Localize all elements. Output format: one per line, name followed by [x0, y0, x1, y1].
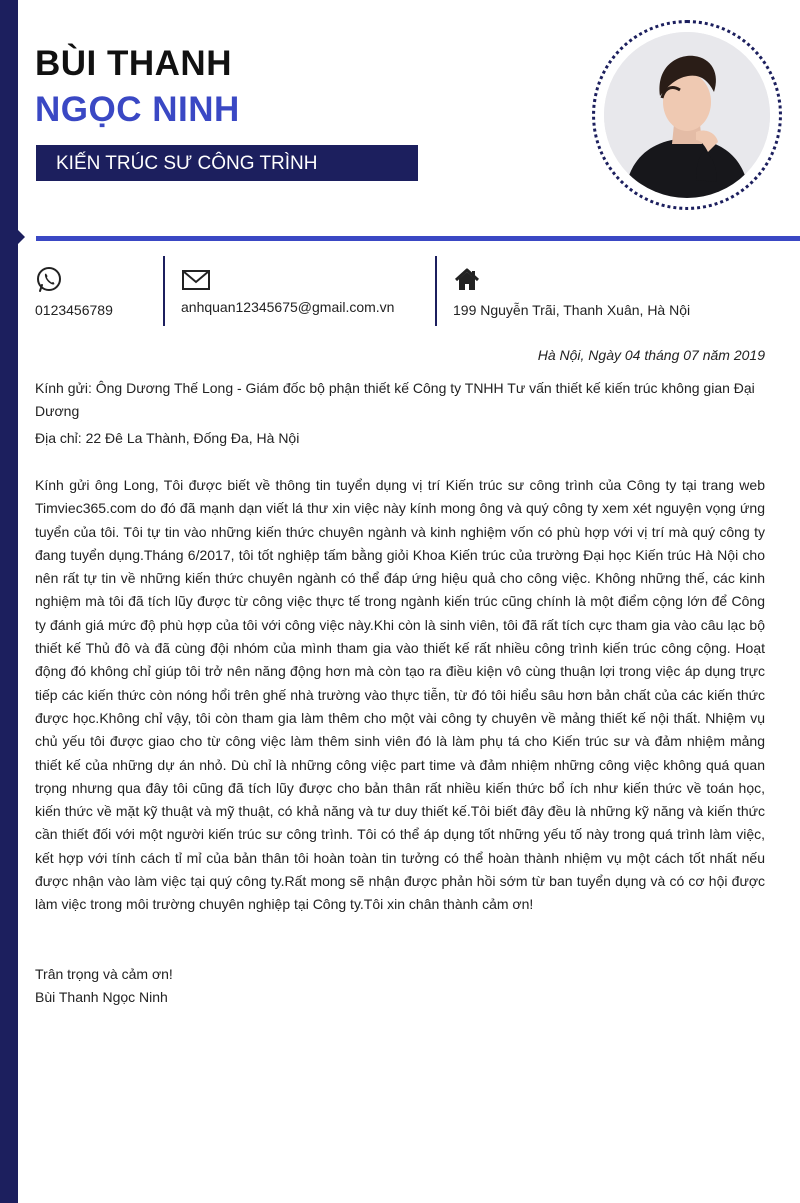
name-line-2: NGỌC NINH — [35, 90, 240, 129]
phone-number: 0123456789 — [35, 302, 113, 318]
envelope-icon — [181, 266, 211, 294]
letter-recipient: Kính gửi: Ông Dương Thế Long - Giám đốc bộ phận thiết kế Công ty TNHH Tư vấn thiết kế kiến trúc không gian Đại Dương — [35, 380, 755, 420]
letter-signature: Bùi Thanh Ngọc Ninh — [35, 989, 168, 1005]
contact-divider-2 — [435, 256, 437, 326]
left-accent-bar — [0, 0, 18, 1203]
home-address: 199 Nguyễn Trãi, Thanh Xuân, Hà Nội — [453, 302, 691, 318]
home-icon — [453, 266, 481, 294]
name-line-1: BÙI THANH — [35, 44, 232, 83]
letter-date: Hà Nội, Ngày 04 tháng 07 năm 2019 — [537, 347, 765, 363]
left-bar-notch — [18, 230, 25, 244]
job-title-banner: KIẾN TRÚC SƯ CÔNG TRÌNH — [36, 145, 418, 181]
whatsapp-phone-icon — [35, 266, 63, 294]
header-divider — [36, 236, 800, 241]
email-address: anhquan12345675@gmail.com.vn — [181, 299, 395, 315]
contact-divider-1 — [163, 256, 165, 326]
letter-body: Kính gửi ông Long, Tôi được biết về thông tin tuyển dụng vị trí Kiến trúc sư công trình của Công ty tại trang web Timviec365.com do đó đã mạnh dạn viết lá thư xin việc này kính mong ông và quý công ty xem xét nguyện vọng ứng tuyển của tôi. Tôi tự tin vào những kiến thức chuyên ngành và kinh nghiệm vốn có phù hợp với vị trí mà quý công ty đang tuyển dụng.Tháng 6/2017, tôi tốt nghiệp tấm bằng giỏi Khoa Kiến trúc của trường Đại học Kiến trúc Hà Nội cho nên rất tự tin về những kiến thức chuyên ngành có thể đáp ứng hiệu quả cho công việc. Không những thế, các kinh nghiệm mà tôi đã tích lũy được từ công việc thực tế trong ngành kiến trúc cũng chính là một điểm cộng lớn để Công ty đánh giá mức độ phù hợp của tôi với công việc này.Khi còn là sinh viên, tôi đã rất tích cực tham gia vào câu lạc bộ thiết kế Thủ đô và đã cùng đội nhóm của mình tham gia vào thiết kế rất nhiều công trình kiến trúc công cộng. Hoạt động đó không chỉ giúp tôi trở nên năng động hơn mà còn tạo ra điều kiện vô cùng thuận lợi trong việc áp dụng trực tiếp các kiến thức còn nóng hổi trên ghế nhà trường vào thực tiễn, từ đó tôi hiểu sâu hơn bản chất của các kiến thức được học.Không chỉ vậy, tôi còn tham gia làm thêm cho một vài công ty chuyên về mảng thiết kế nội thất. Nhiệm vụ chủ yếu tôi được giao cho từ công việc làm thêm sinh viên đó là làm phụ tá cho Kiến trúc sư và đảm nhiệm mảng thiết kế của những dự án nhỏ. Dù chỉ là những công việc part time và đảm nhiệm những công việc không quá quan trọng nhưng qua đây tôi cũng đã tích lũy được cho bản thân rất nhiều kiến thức bổ ích như kiến thức về toán học, kiến thức về mặt kỹ thuật và mỹ thuật, có khả năng và tư duy thiết kế.Tôi biết đây đều là những kỹ năng và kiến thức cần thiết đối với một người kiến trúc sư công trình. Tôi có thể áp dụng tốt những yếu tố này trong quá trình làm việc, kết hợp với tính cách tỉ mỉ của bản thân tôi hoàn toàn tin tưởng có thể hoàn thành nhiệm vụ một cách tốt nhất nếu được nhận vào làm việc tại quý công ty.Rất mong sẽ nhận được phản hồi sớm từ ban tuyển dụng và có cơ hội được làm việc trong môi trường chuyên nghiệp tại Công ty.Tôi xin chân thành cảm ơn! — [35, 477, 765, 913]
recipient-address: Địa chỉ: 22 Đê La Thành, Đống Đa, Hà Nội — [35, 430, 300, 446]
profile-photo — [604, 32, 770, 198]
letter-closing: Trân trọng và cảm ơn! — [35, 966, 173, 982]
